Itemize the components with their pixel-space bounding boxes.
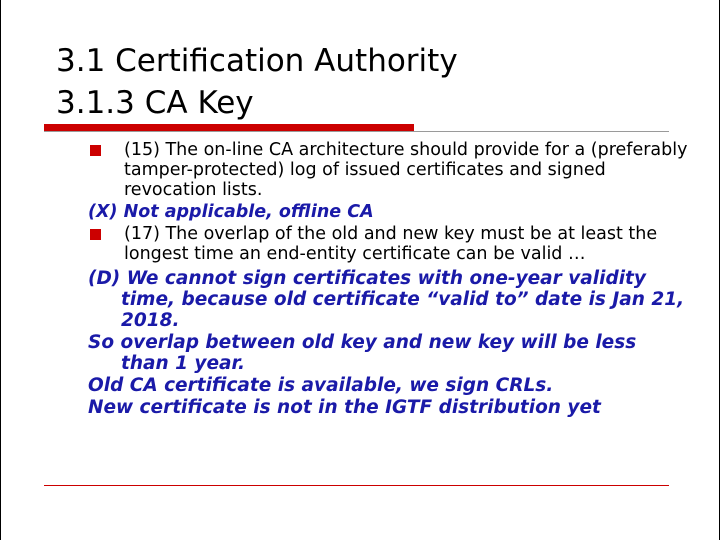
square-bullet-icon (90, 229, 101, 240)
answer-new-cert: New certificate is not in the IGTF distribution yet (88, 397, 601, 418)
bullet-item-15 (88, 140, 688, 200)
square-bullet-icon (90, 145, 101, 156)
answer-overlap: So overlap between old key and new key will be less than 1 year. (88, 332, 637, 374)
bullet-text: (17) The overlap of the old and new key must be at least the longest time an end-entity certificate can be valid … (124, 224, 658, 264)
answer-not-applicable: (X) Not applicable, offline CA (88, 202, 374, 222)
bullet-text: (15) The on-line CA architecture should provide for a (preferably tamper-protected) log of issued certificates and signed revocation lists. (124, 140, 688, 200)
title-line-1: 3.1 Certification Authority (56, 43, 458, 79)
page-title (56, 40, 458, 124)
title-underline-accent (44, 124, 414, 131)
slide-border-left (0, 0, 1, 540)
slide-body (88, 140, 688, 419)
answer-cannot-sign: (D) We cannot sign certificates with one-year validity time, because old certificate “valid to” date is Jan 21, 2018. (88, 268, 685, 331)
bullet-item-17 (88, 224, 688, 264)
answer-old-ca: Old CA certificate is available, we sign CRLs. (88, 375, 554, 396)
footer-rule (44, 485, 669, 486)
title-line-2: 3.1.3 CA Key (56, 85, 254, 121)
title-underline-rule (44, 131, 669, 132)
